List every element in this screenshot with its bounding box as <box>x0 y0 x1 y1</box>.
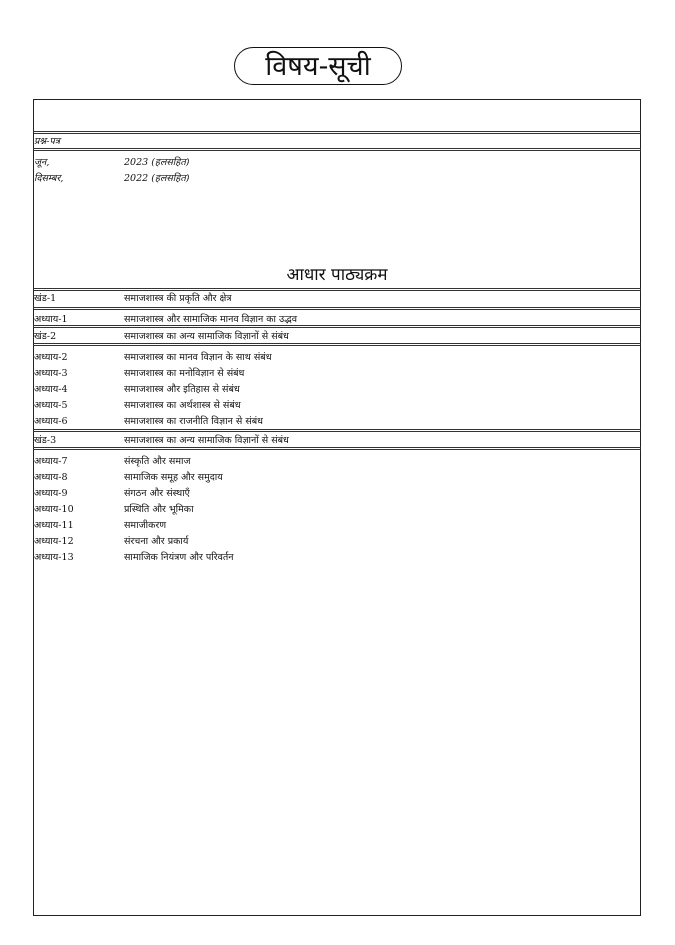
paper-row <box>34 171 641 186</box>
chapter-title: सामाजिक समूह और समुदाय <box>124 471 223 483</box>
chapter-title: समाजीकरण <box>124 519 167 531</box>
chapter-title: समाजशास्त्र का अर्थशास्त्र से संबंध <box>124 399 241 411</box>
chapter-title: समाजशास्त्र और सामाजिक मानव विज्ञान का उद्भव <box>124 313 298 325</box>
chapter-row <box>34 518 641 533</box>
chapter-title: संस्कृति और समाज <box>124 455 191 467</box>
papers-header-row <box>34 134 641 149</box>
paper-value: 2023 (हलसहित) <box>124 156 190 168</box>
chapter-title: समाजशास्त्र का राजनीति विज्ञान से संबंध <box>124 415 264 427</box>
chapter-title: संगठन और संस्थाएँ <box>124 487 190 499</box>
paper-label: जून, <box>34 156 50 168</box>
chapter-row <box>34 350 641 365</box>
chapter-label: अध्याय-12 <box>34 535 74 547</box>
chapter-title: सामाजिक नियंत्रण और परिवर्तन <box>124 551 234 563</box>
section-title: समाजशास्त्र का अन्य सामाजिक विज्ञानों से संबंध <box>124 330 289 342</box>
page-title: विषय-सूची <box>234 47 402 85</box>
syllabus-heading: आधार पाठ्यक्रम <box>286 265 388 285</box>
chapter-row <box>34 470 641 485</box>
chapter-label: अध्याय-4 <box>34 383 68 395</box>
chapter-row <box>34 534 641 549</box>
paper-row <box>34 155 641 170</box>
section-title: समाजशास्त्र का अन्य सामाजिक विज्ञानों से संबंध <box>124 434 289 446</box>
chapter-row <box>34 414 641 429</box>
chapter-row <box>34 502 641 517</box>
section-label: खंड-3 <box>34 434 57 446</box>
section-row <box>34 433 641 448</box>
chapter-row <box>34 550 641 565</box>
section-row <box>34 291 641 306</box>
chapter-title: प्रस्थिति और भूमिका <box>124 503 194 515</box>
paper-value: 2022 (हलसहित) <box>124 172 190 184</box>
section-row <box>34 329 641 344</box>
chapter-label: अध्याय-9 <box>34 487 68 499</box>
section-title: समाजशास्त्र की प्रकृति और क्षेत्र <box>124 292 232 304</box>
chapter-label: अध्याय-2 <box>34 351 68 363</box>
chapter-title: समाजशास्त्र का मानव विज्ञान के साथ संबंध <box>124 351 272 363</box>
paper-label: दिसम्बर, <box>34 172 64 184</box>
chapter-title: संरचना और प्रकार्य <box>124 535 189 547</box>
section-label: खंड-2 <box>34 330 57 342</box>
chapter-label: अध्याय-11 <box>34 519 74 531</box>
divider <box>33 325 641 328</box>
divider <box>33 343 641 346</box>
chapter-label: अध्याय-5 <box>34 399 68 411</box>
chapter-label: अध्याय-1 <box>34 313 68 325</box>
chapter-label: अध्याय-3 <box>34 367 68 379</box>
divider <box>33 148 641 151</box>
chapter-label: अध्याय-8 <box>34 471 68 483</box>
chapter-label: अध्याय-7 <box>34 455 68 467</box>
divider <box>33 429 641 432</box>
chapter-label: अध्याय-10 <box>34 503 74 515</box>
section-label: खंड-1 <box>34 292 57 304</box>
chapter-label: अध्याय-13 <box>34 551 74 563</box>
chapter-row <box>34 382 641 397</box>
chapter-title: समाजशास्त्र का मनोविज्ञान से संबंध <box>124 367 245 379</box>
chapter-row <box>34 366 641 381</box>
chapter-row <box>34 486 641 501</box>
chapter-row <box>34 398 641 413</box>
chapter-row <box>34 454 641 469</box>
papers-header: प्रश्न-पत्र <box>34 135 60 147</box>
chapter-label: अध्याय-6 <box>34 415 68 427</box>
divider <box>33 307 641 310</box>
chapter-title: समाजशास्त्र और इतिहास से संबंध <box>124 383 240 395</box>
divider <box>33 447 641 450</box>
